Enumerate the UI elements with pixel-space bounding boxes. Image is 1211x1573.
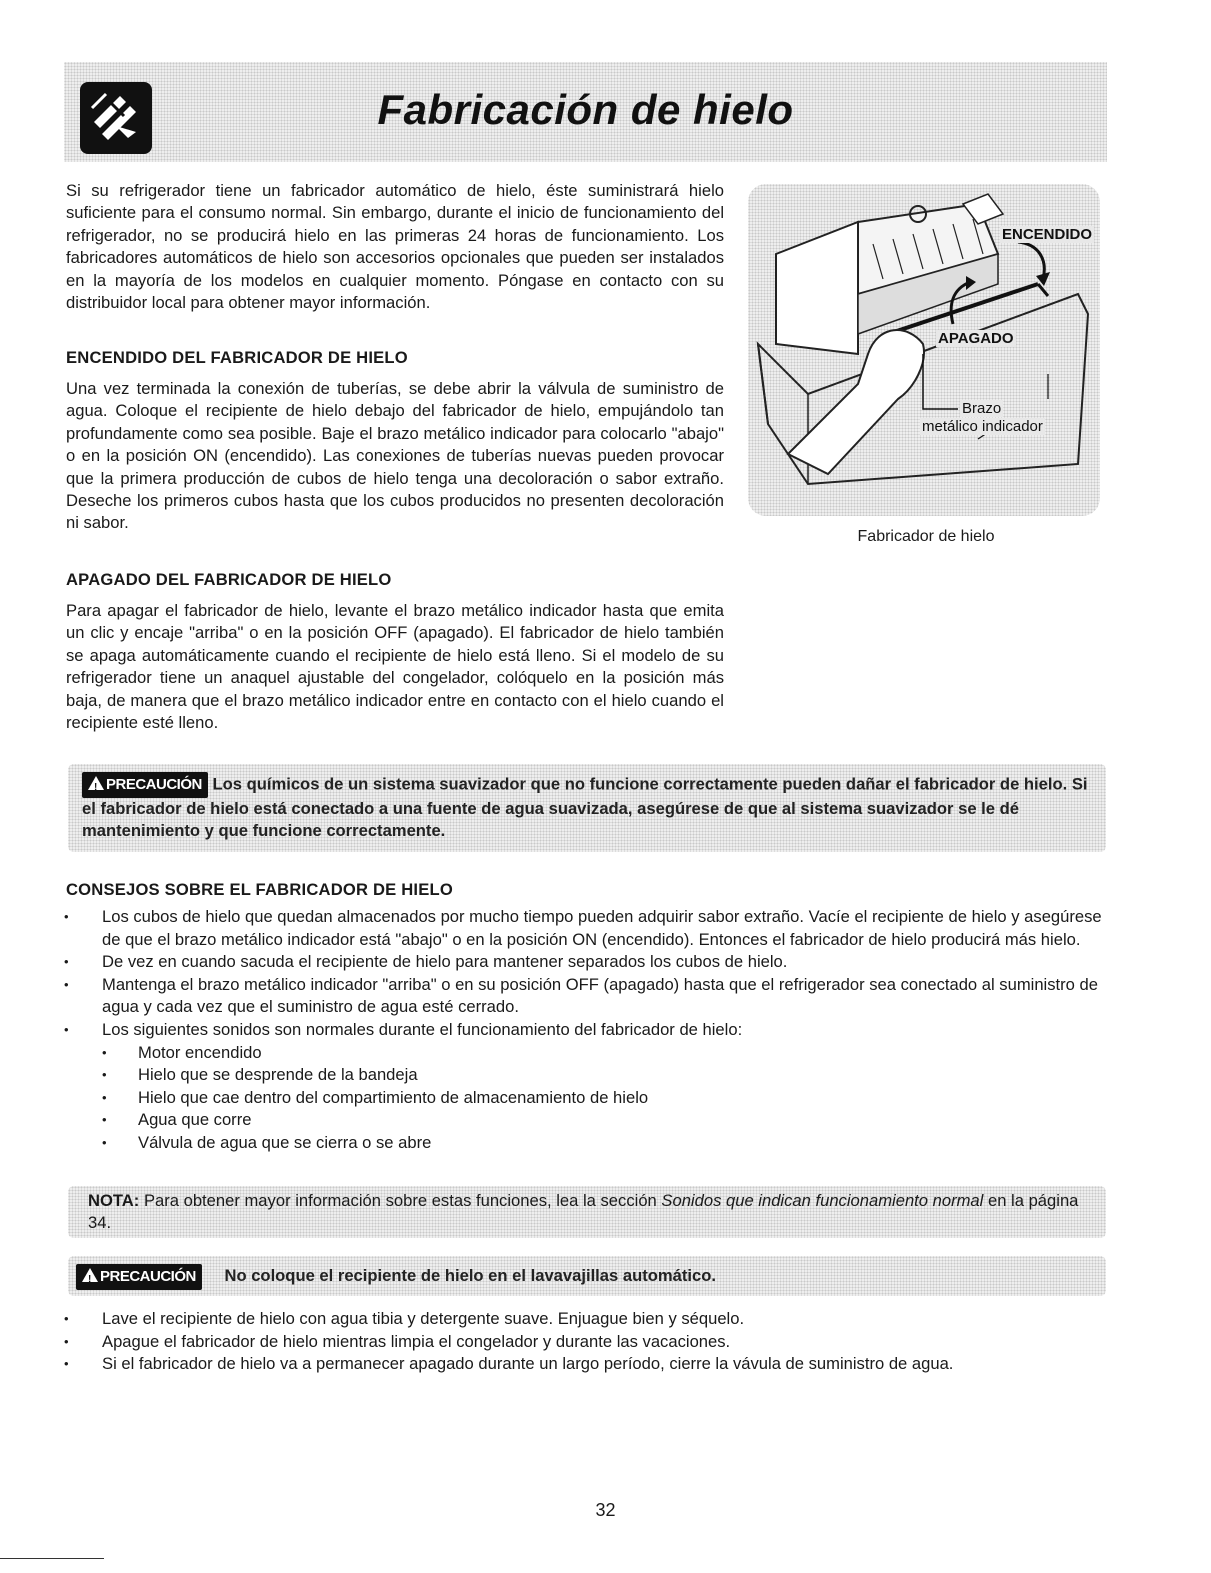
figure-label-arm-2: metálico indicador: [922, 418, 1043, 435]
page-title: Fabricación de hielo: [377, 86, 794, 133]
sub-list-item: • Hielo que cae dentro del compartimiento de almacenamiento de hielo: [64, 1087, 1114, 1110]
note-text-after: en la página 34.: [88, 1191, 1079, 1232]
list-item: • Mantenga el brazo metálico indicador "arriba" o en su posición OFF (apagado) hasta que el refrigerador sea conectado al suministro de agua y cada vez que el suministro de agua esté cerrado.: [64, 974, 1114, 1019]
caution-badge: !PRECAUCIÓN: [76, 1264, 202, 1290]
caution-box-softener: [68, 764, 1106, 852]
section-on-paragraph: Una vez terminada la conexión de tuberías, se debe abrir la válvula de suministro de agua. Coloque el recipiente de hielo debajo del fabricador de hielo, empujándolo tan profundamente como sea posible. Baje el brazo metálico indicador para colocarlo "abajo" o en la posición ON (encendido). Las conexiones de tuberías nuevas pueden provocar que la primera producción de cubos de hielo tenga una decoloración o sabor extraño. Deseche los primeros cubos hasta que los cubos producidos no presenten decoloración ni sabor.: [66, 379, 724, 533]
ice-maker-figure: [748, 184, 1100, 516]
figure-label-arm-1: Brazo: [962, 400, 1002, 417]
list-item: • Si el fabricador de hielo va a permanecer apagado durante un largo período, cierre la vávula de suministro de agua.: [64, 1353, 1114, 1376]
note-text-before: Para obtener mayor información sobre estas funciones, lea la sección: [143, 1191, 657, 1210]
sub-list-item: • Hielo que se desprende de la bandeja: [64, 1064, 1114, 1087]
sub-list-item: • Válvula de agua que se cierra o se abre: [64, 1132, 1114, 1155]
intro-paragraph: Si su refrigerador tiene un fabricador automático de hielo, éste suministrará hielo suficiente para el consumo normal. Sin embargo, durante el inicio de funcionamiento del refrigerador, no se producirá hielo en las primeras 24 horas de funcionamiento. Los fabricadores automáticos de hielo son accesorios opcionales que pueden ser instalados en la mayoría de los modelos en cualquier momento. Póngase en contacto con su distribuidor local para obtener mayor información.: [66, 181, 724, 313]
page-header: [64, 62, 1107, 162]
warning-icon: [82, 1268, 98, 1282]
figure-label-on: ENCENDIDO: [1002, 226, 1093, 243]
caution-badge: !PRECAUCIÓN: [82, 772, 208, 798]
note-box: [68, 1186, 1106, 1238]
caution-text: No coloque el recipiente de hielo en el lavavajillas automático.: [224, 1266, 716, 1286]
note-content: [88, 1190, 1088, 1234]
cleaning-list: [64, 1308, 1114, 1376]
footer-rule: [0, 1558, 104, 1559]
caution-text: Los químicos de un sistema suavizador que no funcione correctamente pueden dañar el fabricador de hielo. Si el fabricador de hielo está conectado a una fuente de agua suavizada, asegúrese de que al sistema suavizador se le dé mantenimiento y que funcione correctamente.: [82, 774, 1088, 840]
caution-box-dishwasher: [68, 1256, 1106, 1296]
warning-icon: [88, 776, 104, 790]
figure-caption: Fabricador de hielo: [857, 528, 995, 545]
list-item: • Los cubos de hielo que quedan almacenados por mucho tiempo pueden adquirir sabor extraño. Vacíe el recipiente de hielo y asegúrese de que el brazo metálico indicador está "abajo" o en la posición ON (encendido). Entonces el fabricador de hielo producirá más hielo.: [64, 906, 1114, 951]
sub-list-item: • Agua que corre: [64, 1109, 1114, 1132]
page-number: 32: [595, 1500, 616, 1520]
list-item: • Apague el fabricador de hielo mientras limpia el congelador y durante las vacaciones.: [64, 1331, 1114, 1354]
list-item: • Los siguientes sonidos son normales durante el funcionamiento del fabricador de hielo:: [64, 1019, 1114, 1042]
list-item: • De vez en cuando sacuda el recipiente de hielo para mantener separados los cubos de hielo.: [64, 951, 1114, 974]
section-off-paragraph: Para apagar el fabricador de hielo, levante el brazo metálico indicador hasta que emita un clic y encaje "arriba" o en la posición OFF (apagado). El fabricador de hielo también se apaga automáticamente cuando el recipiente de hielo está lleno. Si el modelo de su refrigerador tiene un anaquel ajustable del congelador, colóquelo en la posición más baja, de manera que el brazo metálico indicador entre en contacto con el hielo cuando el recipiente esté lleno.: [66, 601, 724, 733]
list-item: • Lave el recipiente de hielo con agua tibia y detergente suave. Enjuague bien y séquelo.: [64, 1308, 1114, 1331]
figure-label-off: APAGADO: [938, 330, 1014, 347]
caution-content: [76, 1264, 1086, 1290]
note-italic-reference: Sonidos que indican funcionamiento normal: [661, 1191, 984, 1210]
section-off-heading: APAGADO DEL FABRICADOR DE HIELO: [66, 570, 392, 589]
sub-list-item: • Motor encendido: [64, 1042, 1114, 1065]
section-on-heading: ENCENDIDO DEL FABRICADOR DE HIELO: [66, 348, 408, 367]
tips-list: [64, 906, 1114, 1155]
tips-heading: CONSEJOS SOBRE EL FABRICADOR DE HIELO: [66, 880, 453, 899]
caution-content: [82, 772, 1092, 842]
note-label: NOTA:: [88, 1191, 140, 1210]
